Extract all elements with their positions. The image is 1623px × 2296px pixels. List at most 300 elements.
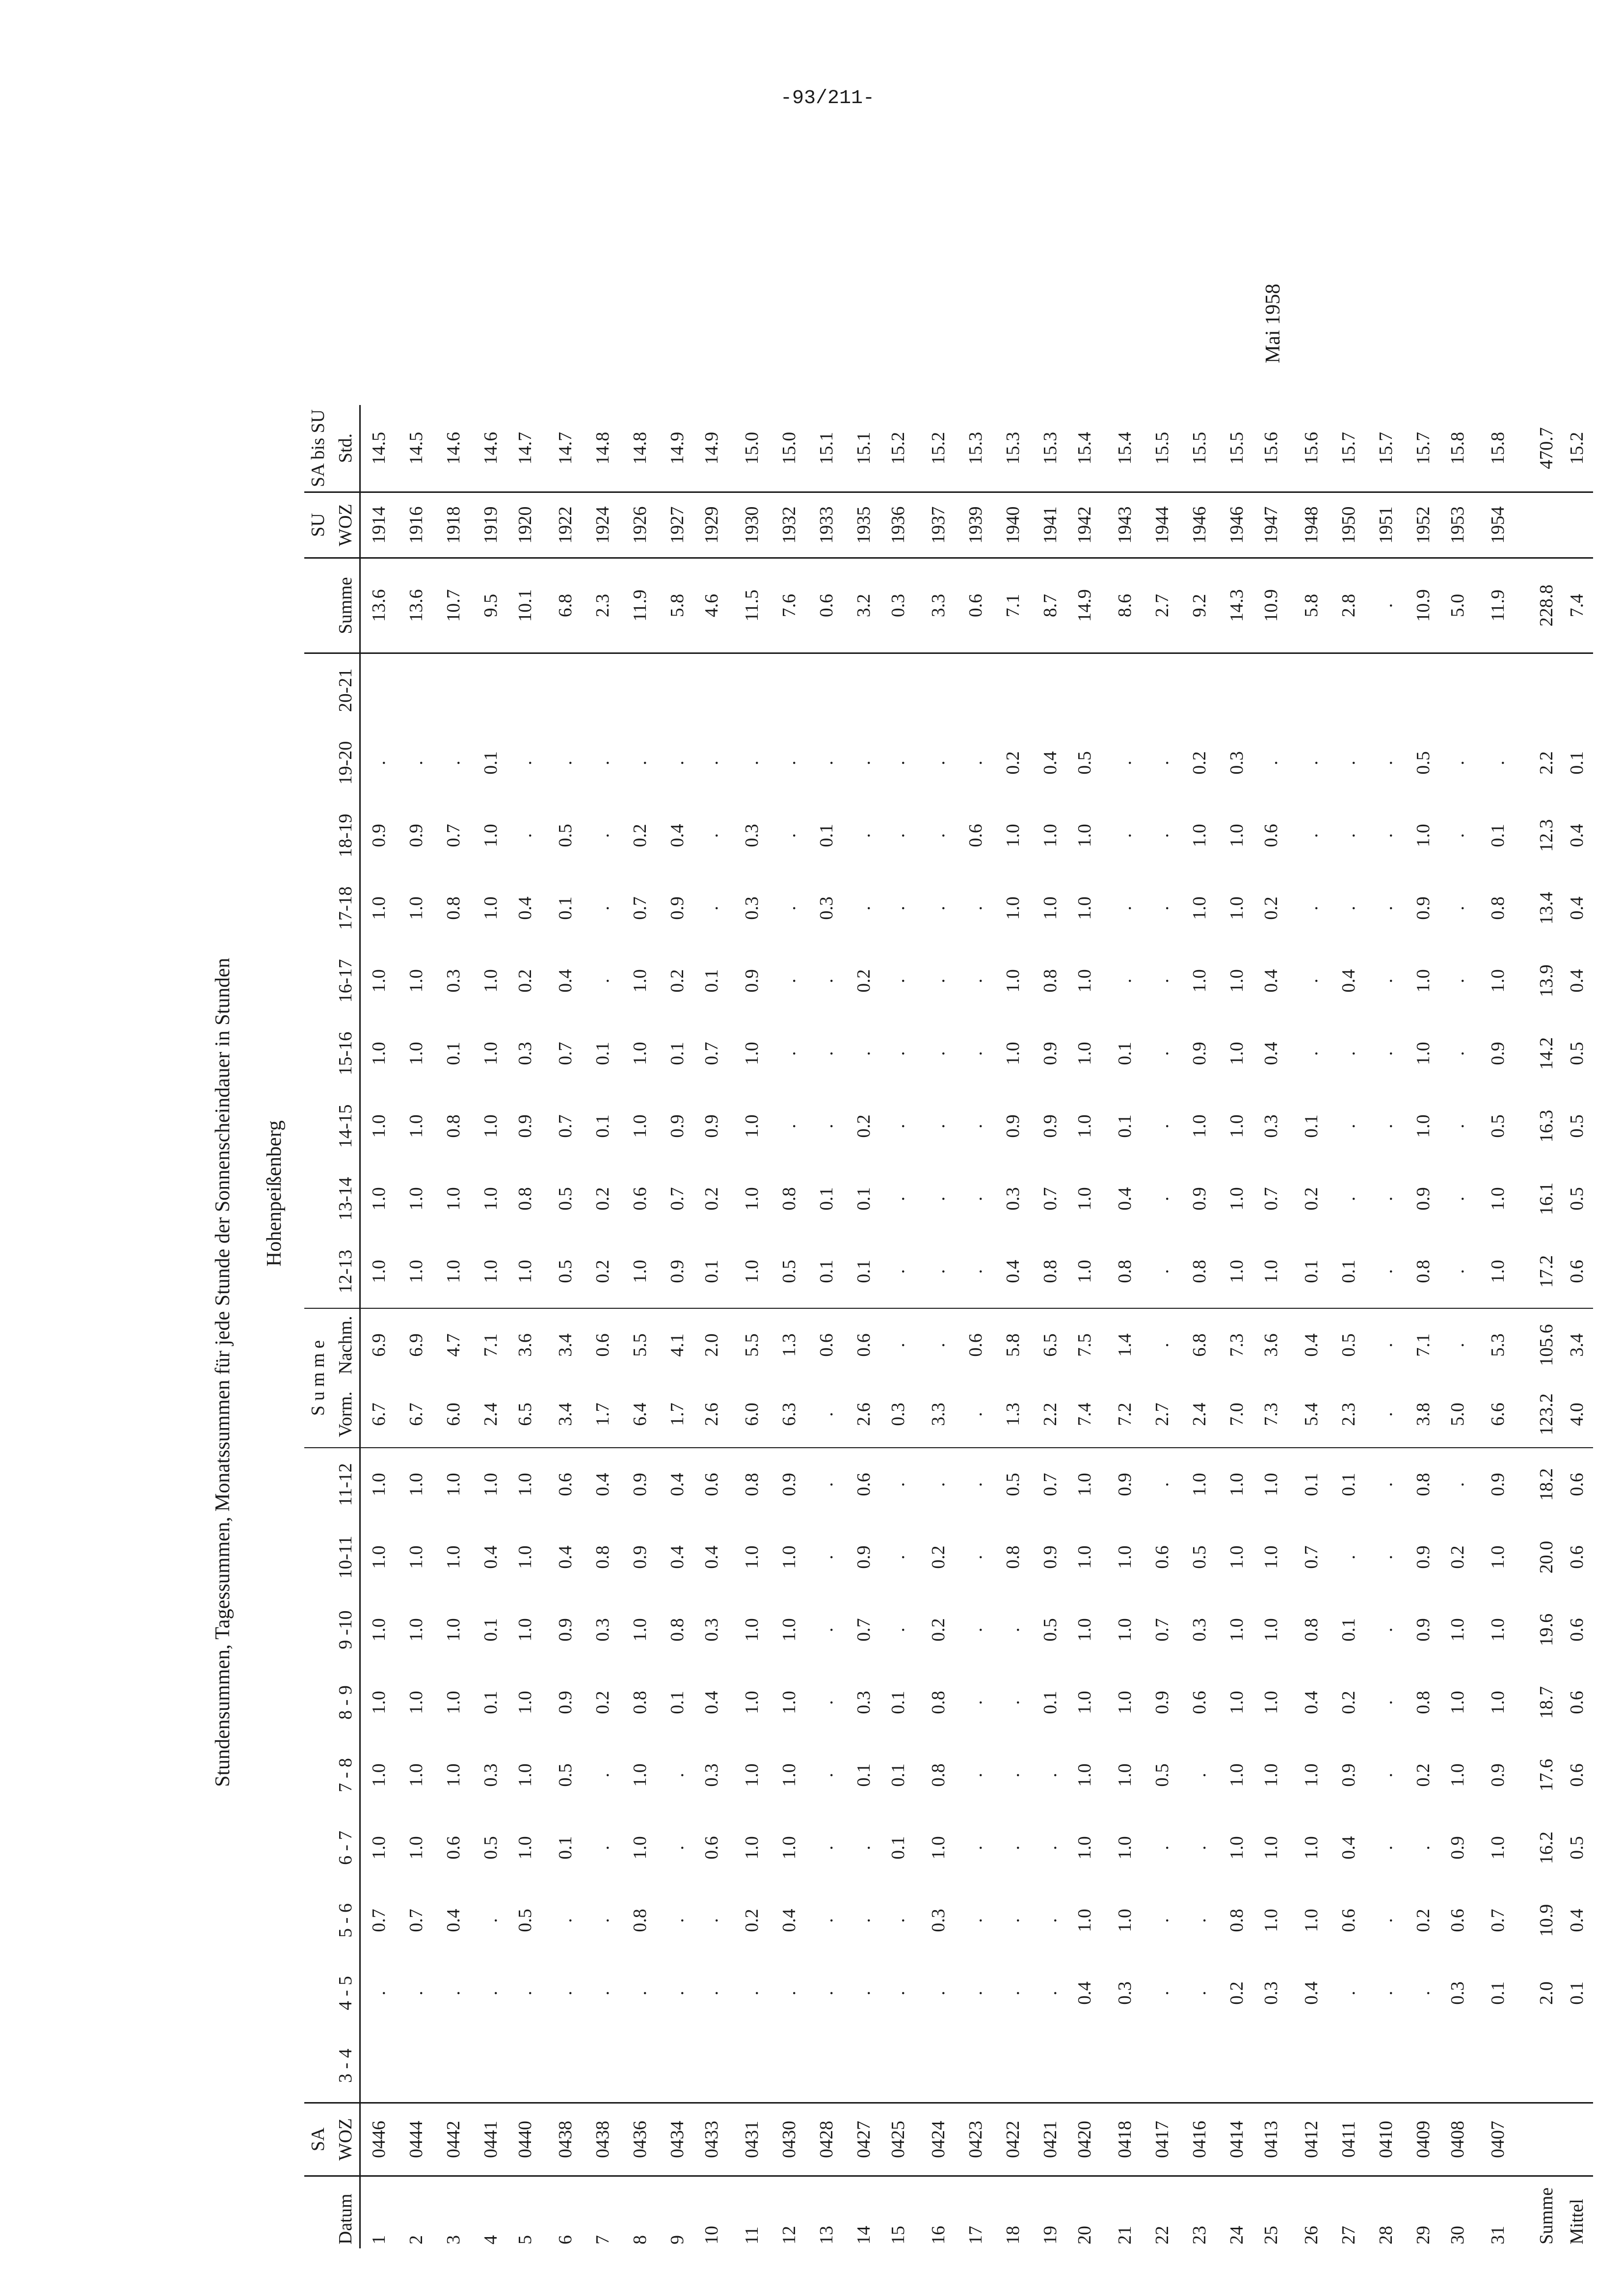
table-cell: 18 [994,2176,1032,2249]
table-cell: 14.7 [547,405,584,492]
table-cell [696,2029,733,2103]
table-cell: 0.4 [1002,1260,1023,1283]
table-cell: 0.9 [666,1114,688,1138]
table-cell: 17.6 [1536,1758,1557,1792]
table-cell: 1.0 [778,1618,799,1642]
table-cell: 1.0 [928,1836,949,1860]
table-cell: 14.9 [1069,558,1106,653]
header-hour-pm: 14-15 [332,1090,360,1162]
table-cell: . [1260,760,1281,765]
table-cell: 0.3 [853,1691,874,1714]
table-row [1032,405,1069,2248]
table-cell: . [853,1051,874,1056]
header-hour: 6 - 7 [332,1811,360,1884]
table-cell: . [928,1991,949,1996]
table-cell: . [1375,833,1396,838]
table-cell: 0.1 [1301,1114,1322,1138]
table-cell: . [592,760,613,765]
table-cell [1255,2029,1293,2103]
table-cell: 1.0 [1002,896,1023,920]
table-cell: 14.9 [659,405,696,492]
table-cell: 0.9 [1039,1042,1061,1065]
table-row [1106,405,1144,2248]
table-cell: . [1114,978,1135,983]
table-cell: 0.8 [1114,1260,1135,1283]
table-cell: 1.0 [1114,1618,1135,1642]
table-cell: . [1151,1269,1172,1274]
table-cell: 0438 [584,2103,621,2176]
table-cell: 1.0 [369,969,390,993]
table-cell: 1.0 [514,1260,535,1283]
table-cell: . [965,1196,986,1201]
table-cell: . [1151,760,1172,765]
table-cell: 13.4 [1536,891,1557,925]
table-cell: 0.1 [1338,1618,1359,1642]
table-cell: . [369,1991,390,1996]
table-cell: 7.2 [1106,1381,1144,1448]
table-cell: . [1375,760,1396,765]
table-cell: 0.1 [555,896,576,920]
table-cell: 1.0 [369,1187,390,1211]
table-cell: . [1338,760,1359,765]
table-cell: . [701,1991,722,1996]
table-cell: 1.0 [480,1473,501,1496]
table-cell: 0.4 [555,969,576,993]
table-cell: 0422 [994,2103,1032,2176]
table-cell: 0.9 [629,1473,650,1496]
table-cell: 0.1 [1566,1981,1587,2005]
table-cell: 0.7 [853,1618,874,1642]
table-cell [957,653,994,727]
table-cell: 8.6 [1106,558,1144,653]
table-cell: 1.0 [1074,1836,1095,1860]
table-cell: 1.0 [1074,1545,1095,1569]
table-cell [1367,2029,1405,2103]
table-cell: . [1151,978,1172,983]
table-cell: 0.6 [584,1308,621,1381]
table-cell: 0.8 [1226,1909,1247,1932]
table-cell: 0.4 [1338,1836,1359,1860]
table-title: Stundensummen, Tagessummen, Monatssummen für jede Stunde der Sonnenscheindauer in Stunden [212,958,234,1787]
table-cell: 15.3 [957,405,994,492]
table-cell [435,653,472,727]
table-cell: 0.1 [666,1691,688,1714]
table-cell: 0.1 [480,1691,501,1714]
header-su-woz: WOZ [332,492,360,558]
table-cell [1069,2029,1106,2103]
table-cell: 0.2 [1260,896,1281,920]
table-cell: 1937 [928,506,949,544]
table-cell [509,2029,547,2103]
table-cell [1106,2029,1144,2103]
table-cell: 0.1 [816,824,837,847]
table-cell: 1943 [1114,506,1135,544]
table-cell: . [405,760,426,765]
table-cell: 1940 [1002,506,1023,544]
table-cell: . [808,1381,845,1448]
table-cell: 1.0 [443,1545,464,1569]
table-cell: . [629,1991,650,1996]
table-cell: 0.8 [629,1691,650,1714]
table-cell: . [1002,1773,1023,1778]
table-cell: 0.2 [514,969,535,993]
table-cell [1556,653,1593,727]
table-row [1442,405,1479,2248]
table-cell: . [592,1845,613,1850]
table-cell [398,2029,435,2103]
table-cell: 0433 [696,2103,733,2176]
table-cell: 14.8 [584,405,621,492]
table-cell: . [1367,1381,1405,1448]
table-cell: . [853,1845,874,1850]
table-cell: . [965,1845,986,1850]
table-cell: 7.3 [1255,1381,1293,1448]
header-hour-pm: 20-21 [332,653,360,727]
table-cell [771,2029,808,2103]
table-cell: 10.9 [1405,558,1442,653]
table-cell: 1.0 [1487,1836,1508,1860]
table-cell: . [1301,1051,1322,1056]
header-std: Std. [332,405,360,492]
table-cell: 6.9 [398,1308,435,1381]
table-cell: 1.0 [1226,1763,1247,1787]
header-hour: 5 - 6 [332,1884,360,1957]
table-cell: 7.1 [994,558,1032,653]
table-cell: 0.3 [701,1618,722,1642]
table-cell: 1.0 [778,1763,799,1787]
table-cell: . [965,1918,986,1923]
table-row [808,405,845,2248]
table-cell: 0.1 [1566,751,1587,775]
table-cell [1405,653,1442,727]
table-cell: 0.4 [778,1909,799,1932]
table-cell: 0.3 [882,1381,920,1448]
table-cell: . [666,1773,688,1778]
table-cell: . [555,1918,576,1923]
table-cell: 5.8 [1293,558,1330,653]
table-cell: 0.9 [1412,1545,1434,1569]
table-cell: 2.6 [845,1381,882,1448]
table-cell: . [1375,1051,1396,1056]
table-cell: 1936 [887,506,908,544]
table-cell: . [405,1991,426,1996]
table-cell: 1.0 [405,1763,426,1787]
table-cell [1144,2029,1181,2103]
table-cell: 0.6 [555,1473,576,1496]
table-cell: 1.0 [514,1836,535,1860]
table-cell: 1919 [480,506,501,544]
table-cell: 0.8 [1412,1473,1434,1496]
table-cell [360,653,398,727]
table-cell: 0.4 [666,824,688,847]
table-cell: . [853,760,874,765]
table-cell: 0.4 [701,1545,722,1569]
table-cell: 1.0 [405,1114,426,1138]
table-cell: 15.1 [808,405,845,492]
table-cell: 1952 [1412,506,1434,544]
table-cell: 1.0 [1114,1909,1135,1932]
table-cell [1069,653,1106,727]
table-cell: 20.0 [1536,1540,1557,1574]
table-cell: . [1338,833,1359,838]
table-cell: 0.8 [1301,1618,1322,1642]
table-cell: 4 [472,2176,509,2249]
table-cell [957,2029,994,2103]
table-cell [584,2029,621,2103]
table-cell: 2.2 [1536,751,1557,775]
table-row [1218,405,1255,2248]
table-cell: 6.9 [360,1308,398,1381]
table-row [472,405,509,2248]
table-cell [845,653,882,727]
table-cell: 0.7 [555,1114,576,1138]
table-cell: . [1002,1991,1023,1996]
table-cell: 9.5 [472,558,509,653]
header-hour-pm: 18-19 [332,799,360,872]
table-cell: . [887,1482,908,1487]
table-cell: 6.0 [733,1381,771,1448]
table-cell: 1 [360,2176,398,2249]
table-cell [771,653,808,727]
table-cell: 0.5 [555,1187,576,1211]
table-cell: 1.0 [1260,1836,1281,1860]
table-cell [696,653,733,727]
table-cell: 1941 [1039,506,1061,544]
table-cell: . [1375,1627,1396,1632]
table-cell: 1.0 [1074,1042,1095,1065]
table-cell: 0.2 [666,969,688,993]
table-cell: 0.7 [666,1187,688,1211]
table-cell: . [853,1918,874,1923]
table-cell: 16.1 [1536,1182,1557,1216]
table-cell [1517,653,1556,727]
table-cell: 0.9 [1412,1187,1434,1211]
table-cell: . [816,1918,837,1923]
table-cell: . [778,906,799,911]
table-cell: 105.6 [1517,1308,1556,1381]
table-cell: 13.6 [360,558,398,653]
table-cell: . [741,1991,762,1996]
table-cell: 7.0 [1218,1381,1255,1448]
table-cell: 0.8 [1487,896,1508,920]
table-cell: 6.7 [360,1381,398,1448]
table-cell [733,2029,771,2103]
table-cell: . [887,1627,908,1632]
table-cell: 7.3 [1218,1308,1255,1381]
table-cell: . [514,760,535,765]
table-cell: 1.0 [1074,1187,1095,1211]
table-cell: 0.1 [1338,1260,1359,1283]
table-cell: . [1338,1051,1359,1056]
table-cell: 0.9 [1412,896,1434,920]
table-cell: 1.0 [1260,1545,1281,1569]
table-cell: 2.3 [1330,1381,1367,1448]
header-hour: 10-11 [332,1521,360,1594]
table-cell: 0.6 [808,1308,845,1381]
table-cell: 0.7 [1487,1909,1508,1932]
table-cell: 0412 [1293,2103,1330,2176]
table-cell: . [1039,1773,1061,1778]
table-cell: . [514,833,535,838]
table-cell: 1.7 [659,1381,696,1448]
header-su: SU [308,513,328,537]
table-cell: 5.5 [733,1308,771,1381]
table-cell: 0.2 [1412,1909,1434,1932]
header-hour: 3 - 4 [332,2029,360,2103]
table-cell: 8.7 [1032,558,1069,653]
table-cell: 0.6 [853,1473,874,1496]
table-cell: 1.0 [405,896,426,920]
table-cell: 3.2 [845,558,882,653]
table-cell: . [443,760,464,765]
table-cell: 0.6 [1566,1618,1587,1642]
table-cell: 0.3 [480,1763,501,1787]
table-cell: 1946 [1189,506,1210,544]
table-cell: 1.0 [741,1836,762,1860]
table-cell: 1.0 [1114,1836,1135,1860]
header-cell [304,2176,332,2249]
table-cell: . [1447,1196,1468,1201]
table-cell: 6.6 [1479,1381,1517,1448]
table-cell [360,2029,398,2103]
table-cell: 1.0 [369,1836,390,1860]
table-cell: 0.2 [1338,1691,1359,1714]
table-cell: 1.0 [778,1836,799,1860]
table-cell: 0.5 [1002,1473,1023,1496]
table-cell [1032,2029,1069,2103]
table-cell: 0.9 [666,1260,688,1283]
table-cell: 1.0 [1226,1691,1247,1714]
table-cell: 3.4 [1556,1308,1593,1381]
table-cell: 0.1 [1487,1981,1508,2005]
table-cell: 1.0 [1074,1691,1095,1714]
table-cell: 1.0 [741,1260,762,1283]
table-cell: . [666,760,688,765]
table-cell: 0440 [509,2103,547,2176]
table-cell [920,653,957,727]
table-cell: 5.4 [1293,1381,1330,1448]
table-cell: . [1375,1845,1396,1850]
table-cell: 0.4 [1301,1981,1322,2005]
table-cell: . [887,1991,908,1996]
table-cell: 19.6 [1536,1613,1557,1647]
table-cell [994,653,1032,727]
table-cell: . [778,760,799,765]
table-cell: 0.4 [1566,969,1587,993]
table-cell: 0.9 [853,1545,874,1569]
table-cell: 1.0 [1260,1909,1281,1932]
table-cell: 0.1 [887,1763,908,1787]
header-sa-woz: WOZ [332,2103,360,2176]
table-cell: 15.4 [1069,405,1106,492]
table-cell: . [887,1918,908,1923]
table-cell: 0.1 [853,1187,874,1211]
table-cell [659,653,696,727]
table-cell: 6.8 [547,558,584,653]
table-cell: 1.0 [1412,1114,1434,1138]
table-cell: 17.2 [1536,1255,1557,1288]
table-cell: 2.7 [1144,558,1181,653]
table-cell: 1.0 [629,1836,650,1860]
table-cell: 0.1 [887,1691,908,1714]
table-cell: 0444 [398,2103,435,2176]
header-vorm: Vorm. [332,1381,360,1448]
table-cell: . [887,1196,908,1201]
table-cell: 10.9 [1536,1904,1557,1937]
table-cell [994,2029,1032,2103]
table-cell: 6.5 [1032,1308,1069,1381]
table-cell: 0.5 [778,1260,799,1283]
table-cell: 1922 [555,506,576,544]
table-cell: 0.9 [1487,1763,1508,1787]
table-cell: . [853,1991,874,1996]
table-cell: . [1338,1991,1359,1996]
header-hour-pm: 17-18 [332,872,360,945]
table-cell: 0.9 [666,896,688,920]
table-row [882,405,920,2248]
table-cell: 0.9 [1114,1473,1135,1496]
table-cell: 0.1 [592,1042,613,1065]
station-name: Hohenpeißenberg [263,1120,286,1267]
table-cell: 1.0 [443,1473,464,1496]
table-row [435,405,472,2248]
table-cell: 1.0 [1189,969,1210,993]
table-cell: Summe [1517,2176,1556,2249]
table-cell: 0.9 [1338,1763,1359,1787]
table-cell: 0424 [920,2103,957,2176]
table-cell: 0.1 [1487,824,1508,847]
table-cell: 0.5 [1151,1763,1172,1787]
table-cell: 0411 [1330,2103,1367,2176]
table-cell: 15 [882,2176,920,2249]
table-cell: . [443,1991,464,1996]
table-cell: 1951 [1375,506,1396,544]
table-cell: 1.0 [741,1187,762,1211]
table-cell: 1920 [514,506,535,544]
table-cell: 1.0 [480,1187,501,1211]
table-cell: 1.0 [1260,1260,1281,1283]
table-cell: 0.8 [592,1545,613,1569]
table-cell: 21 [1106,2176,1144,2249]
table-cell: 0.1 [1114,1042,1135,1065]
table-cell [1479,653,1517,727]
table-cell: 13.6 [398,558,435,653]
table-cell: 15.0 [733,405,771,492]
table-cell: 0.4 [666,1473,688,1496]
table-cell: 1.0 [1226,969,1247,993]
table-cell: 1.0 [1447,1763,1468,1787]
header-row-bottom [332,405,360,2248]
table-cell: 0.1 [853,1763,874,1787]
table-cell: 1933 [816,506,837,544]
table-cell: 1.0 [369,1042,390,1065]
table-cell: 6.0 [435,1381,472,1448]
table-cell: 0.5 [555,1260,576,1283]
header-hour-pm: 16-17 [332,945,360,1017]
header-sa: SA [304,2103,332,2176]
table-cell: 0.3 [701,1763,722,1787]
table-cell: . [965,1555,986,1560]
table-cell: 23 [1181,2176,1218,2249]
table-cell: 0.3 [1226,751,1247,775]
table-cell [1330,2029,1367,2103]
table-cell: . [816,760,837,765]
table-cell: 0.9 [1039,1114,1061,1138]
table-cell [733,653,771,727]
table-cell [1144,653,1181,727]
table-cell: . [1039,1991,1061,1996]
table-cell: 2.0 [696,1308,733,1381]
